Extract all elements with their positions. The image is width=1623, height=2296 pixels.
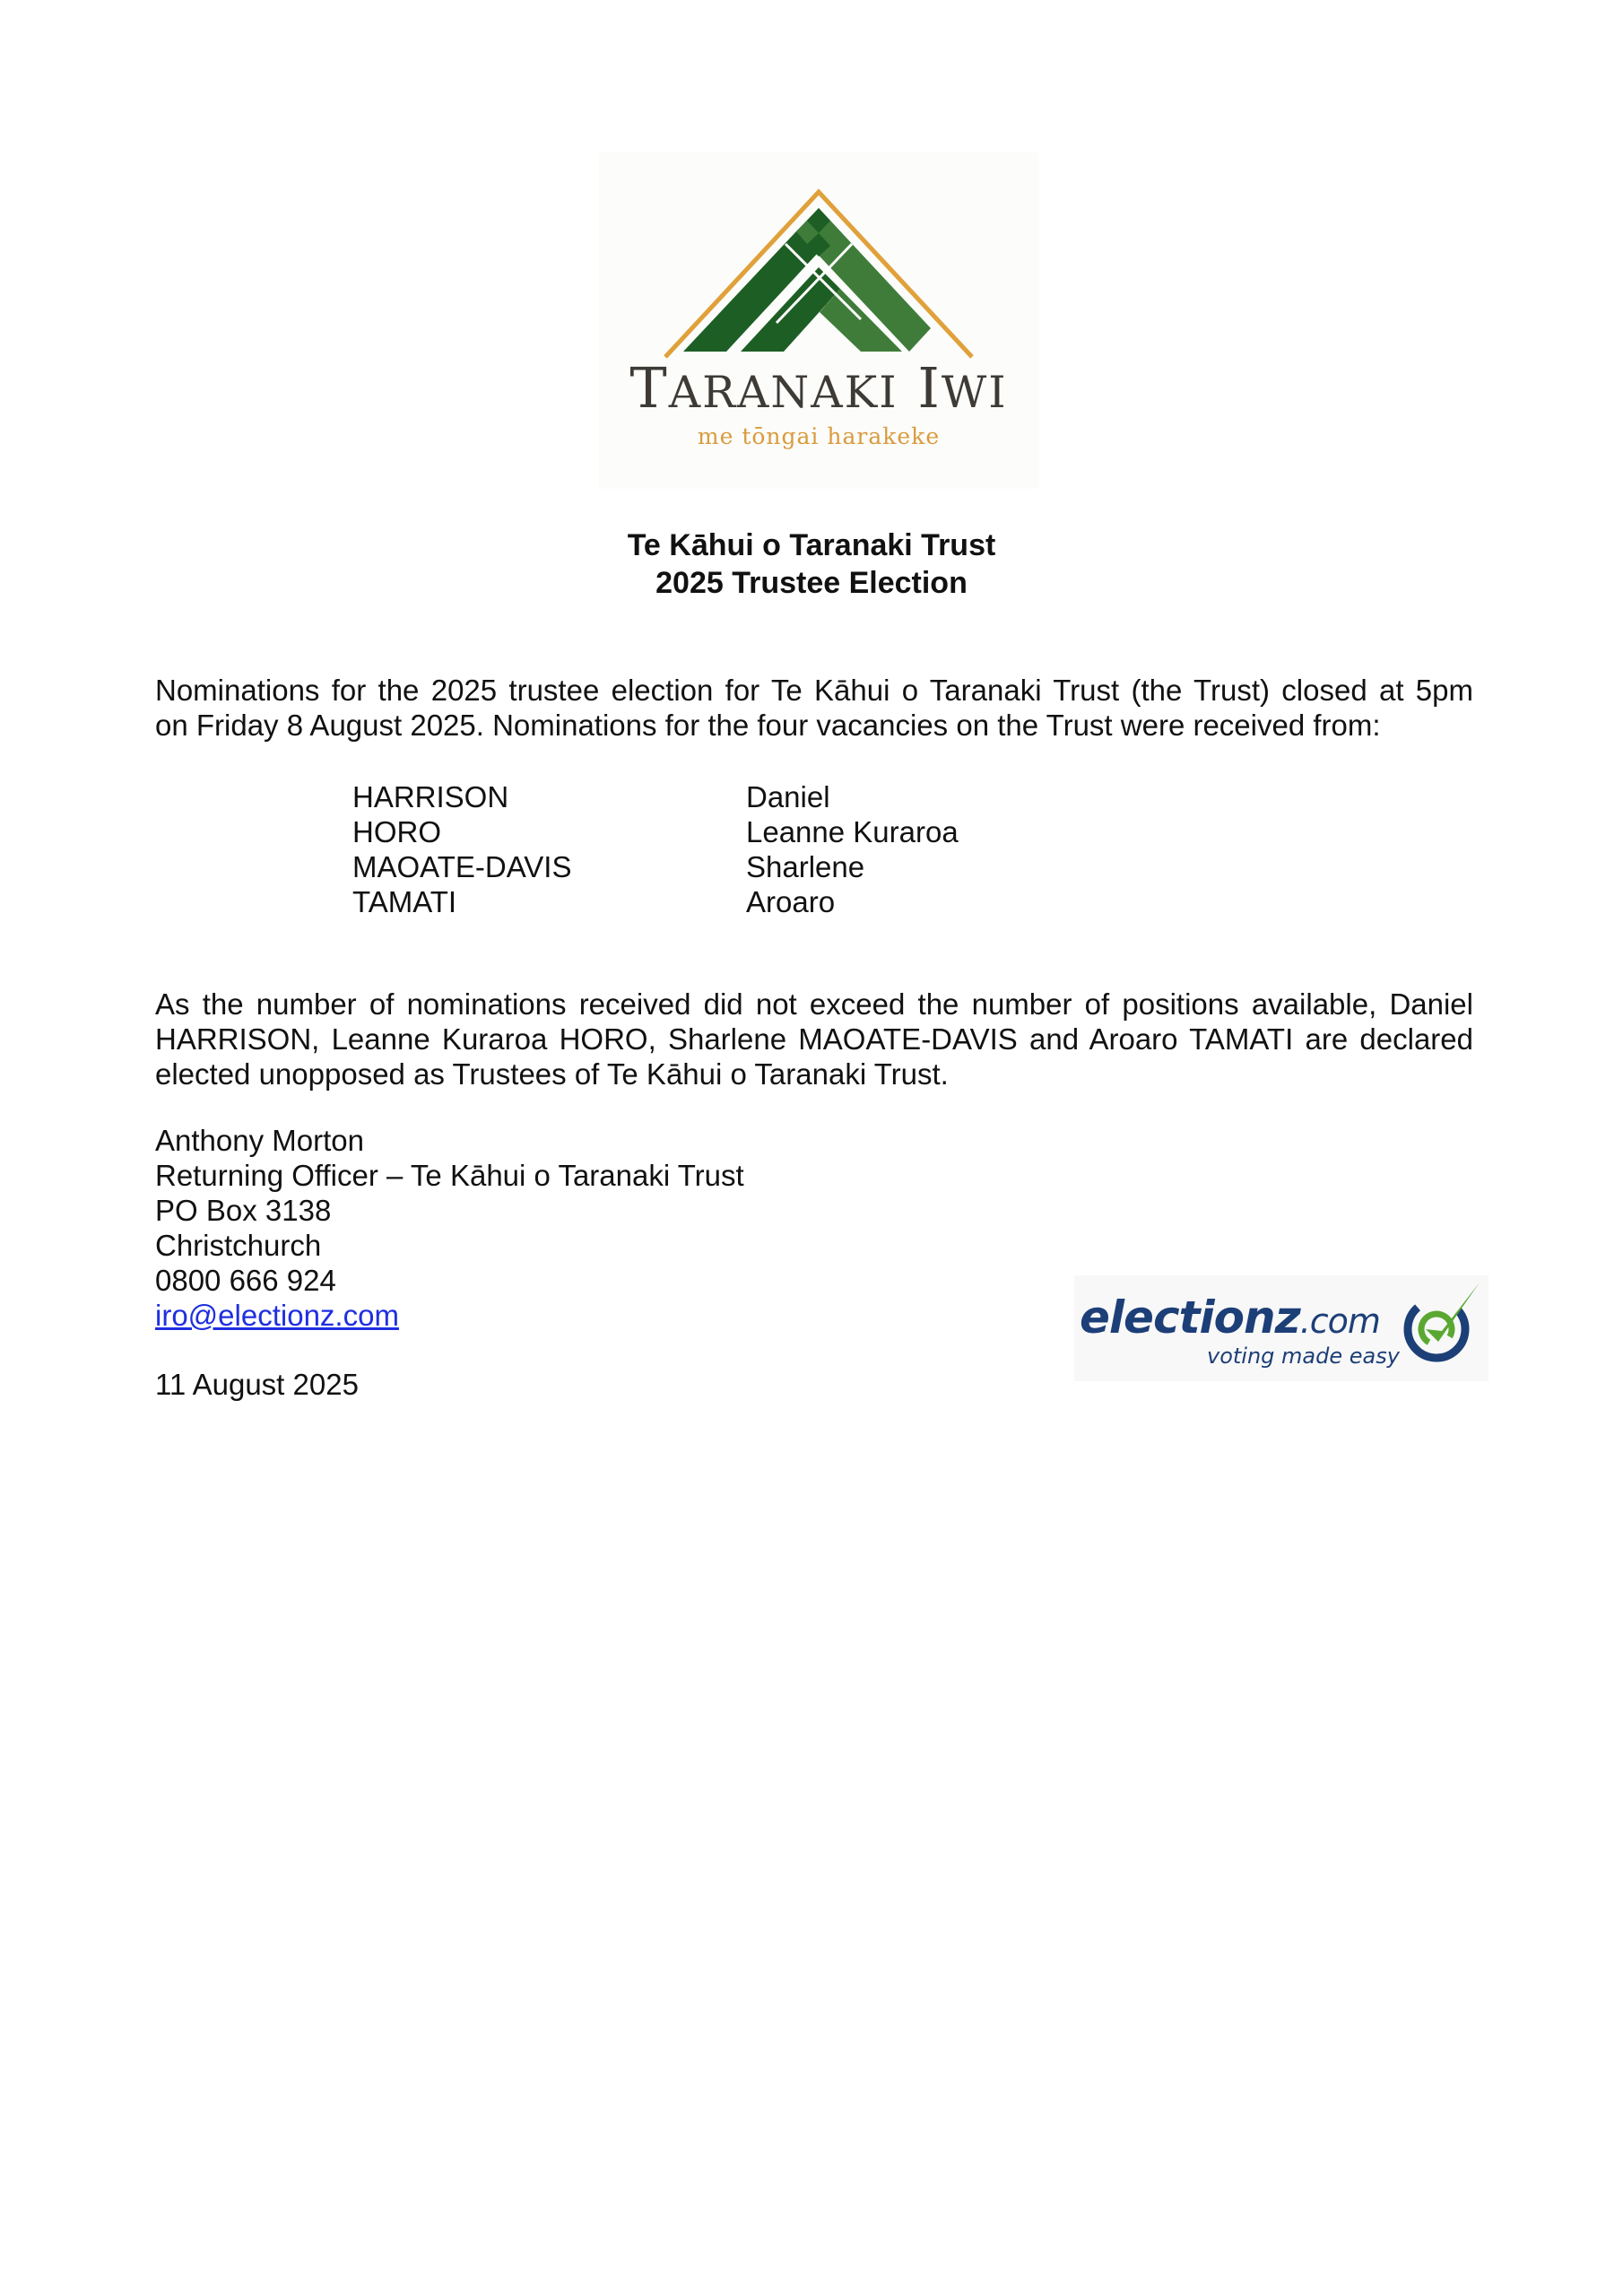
officer-phone: 0800 666 924 (155, 1264, 336, 1297)
declaration-line: HARRISON, Leanne Kuraroa HORO, Sharlene MAOATE-DAVIS and Aroaro TAMATI are declared (155, 1022, 1473, 1056)
officer-title: Returning Officer – Te Kāhui o Taranaki Trust (155, 1159, 744, 1192)
checkmark-swirl-icon (1399, 1277, 1485, 1363)
signature-block (155, 1123, 744, 1333)
electionz-logo (1074, 1275, 1488, 1381)
intro-line: on Friday 8 August 2025. Nominations for the four vacancies on the Trust were received from: (155, 709, 1381, 742)
nominee-surname: HARRISON (352, 780, 509, 813)
declaration-paragraph (155, 987, 1473, 1091)
nominee-list (352, 779, 1070, 919)
document-subtitle: 2025 Trustee Election (655, 566, 968, 600)
taranaki-iwi-logo (599, 152, 1038, 489)
nominee-first-name: Leanne Kuraroa (746, 815, 959, 848)
nominee-first-name: Aroaro (746, 885, 836, 918)
nominee-row (352, 779, 1070, 814)
nominee-surname: MAOATE-DAVIS (352, 850, 572, 883)
officer-name: Anthony Morton (155, 1124, 364, 1157)
nominee-row (352, 849, 1070, 884)
nominee-row (352, 884, 1070, 919)
officer-po-box: PO Box 3138 (155, 1194, 332, 1227)
electionz-tagline: voting made easy (1207, 1344, 1400, 1369)
nominee-row (352, 814, 1070, 849)
document-title: Te Kāhui o Taranaki Trust (627, 528, 996, 562)
document-date: 11 August 2025 (155, 1368, 359, 1401)
logo-tagline: me tōngai harakeke (697, 423, 941, 449)
nominee-first-name: Daniel (746, 780, 830, 813)
nominee-first-name: Sharlene (746, 850, 865, 883)
declaration-line: As the number of nominations received did not exceed the number of positions available, Daniel (155, 987, 1473, 1021)
declaration-line: elected unopposed as Trustees of Te Kāhui o Taranaki Trust. (155, 1057, 949, 1091)
nominee-surname: TAMATI (352, 885, 457, 918)
electionz-wordmark: electionz.com (1080, 1292, 1380, 1344)
officer-email-link[interactable]: iro@electionz.com (155, 1299, 399, 1332)
intro-paragraph (155, 673, 1473, 743)
nominee-surname: HORO (352, 815, 441, 848)
intro-line: Nominations for the 2025 trustee election for Te Kāhui o Taranaki Trust (the Trust) closed at 5pm (155, 674, 1473, 707)
mountain-weave-icon (662, 188, 976, 359)
logo-wordmark: TARANAKI IWI (629, 355, 1008, 421)
officer-city: Christchurch (155, 1229, 322, 1262)
